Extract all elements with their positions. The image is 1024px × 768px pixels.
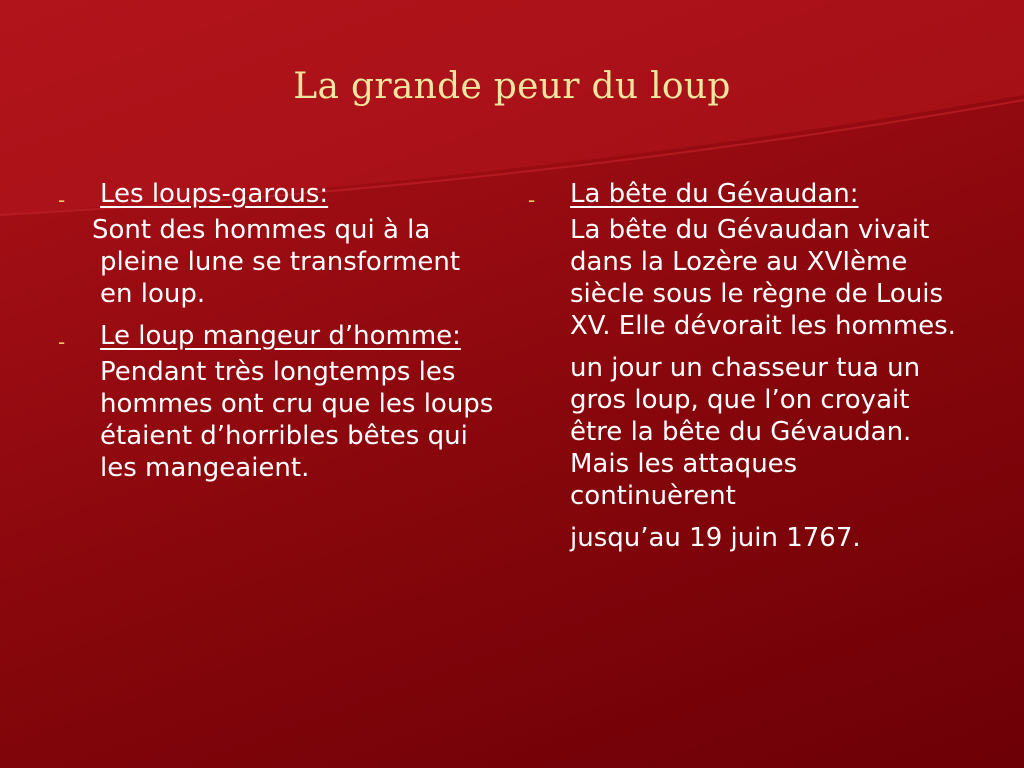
left-column bbox=[56, 178, 496, 494]
list-item-loups-garous bbox=[56, 178, 496, 210]
right-column bbox=[526, 178, 956, 564]
item-text: La bête du Gévaudan vivait dans la Lozère au XVIème siècle sous le règne de Louis XV. Elle dévorait les hommes. bbox=[570, 215, 956, 341]
slide-title: La grande peur du loup bbox=[293, 66, 731, 107]
item-heading: Les loups-garous: bbox=[100, 179, 329, 209]
item-heading: La bête du Gévaudan: bbox=[570, 179, 859, 209]
item-text: Pendant très longtemps les hommes ont cru que les loups étaient d’horribles bêtes qui les mangeaient. bbox=[100, 357, 494, 483]
bullet-dash: - bbox=[58, 188, 66, 212]
item-text-2: un jour un chasseur tua un gros loup, que l’on croyait être la bête du Gévaudan. Mais les attaques continuèrent bbox=[570, 353, 921, 511]
item-heading: Le loup mangeur d’homme: bbox=[100, 321, 461, 351]
list-item-bete-gevaudan bbox=[526, 178, 956, 210]
list-item-loup-mangeur bbox=[56, 320, 496, 352]
bullet-dash: - bbox=[58, 330, 66, 354]
item-text-3: jusqu’au 19 juin 1767. bbox=[570, 523, 861, 553]
item-text: Sont des hommes qui à la pleine lune se transforment en loup. bbox=[92, 215, 461, 309]
bullet-dash: - bbox=[528, 188, 536, 212]
